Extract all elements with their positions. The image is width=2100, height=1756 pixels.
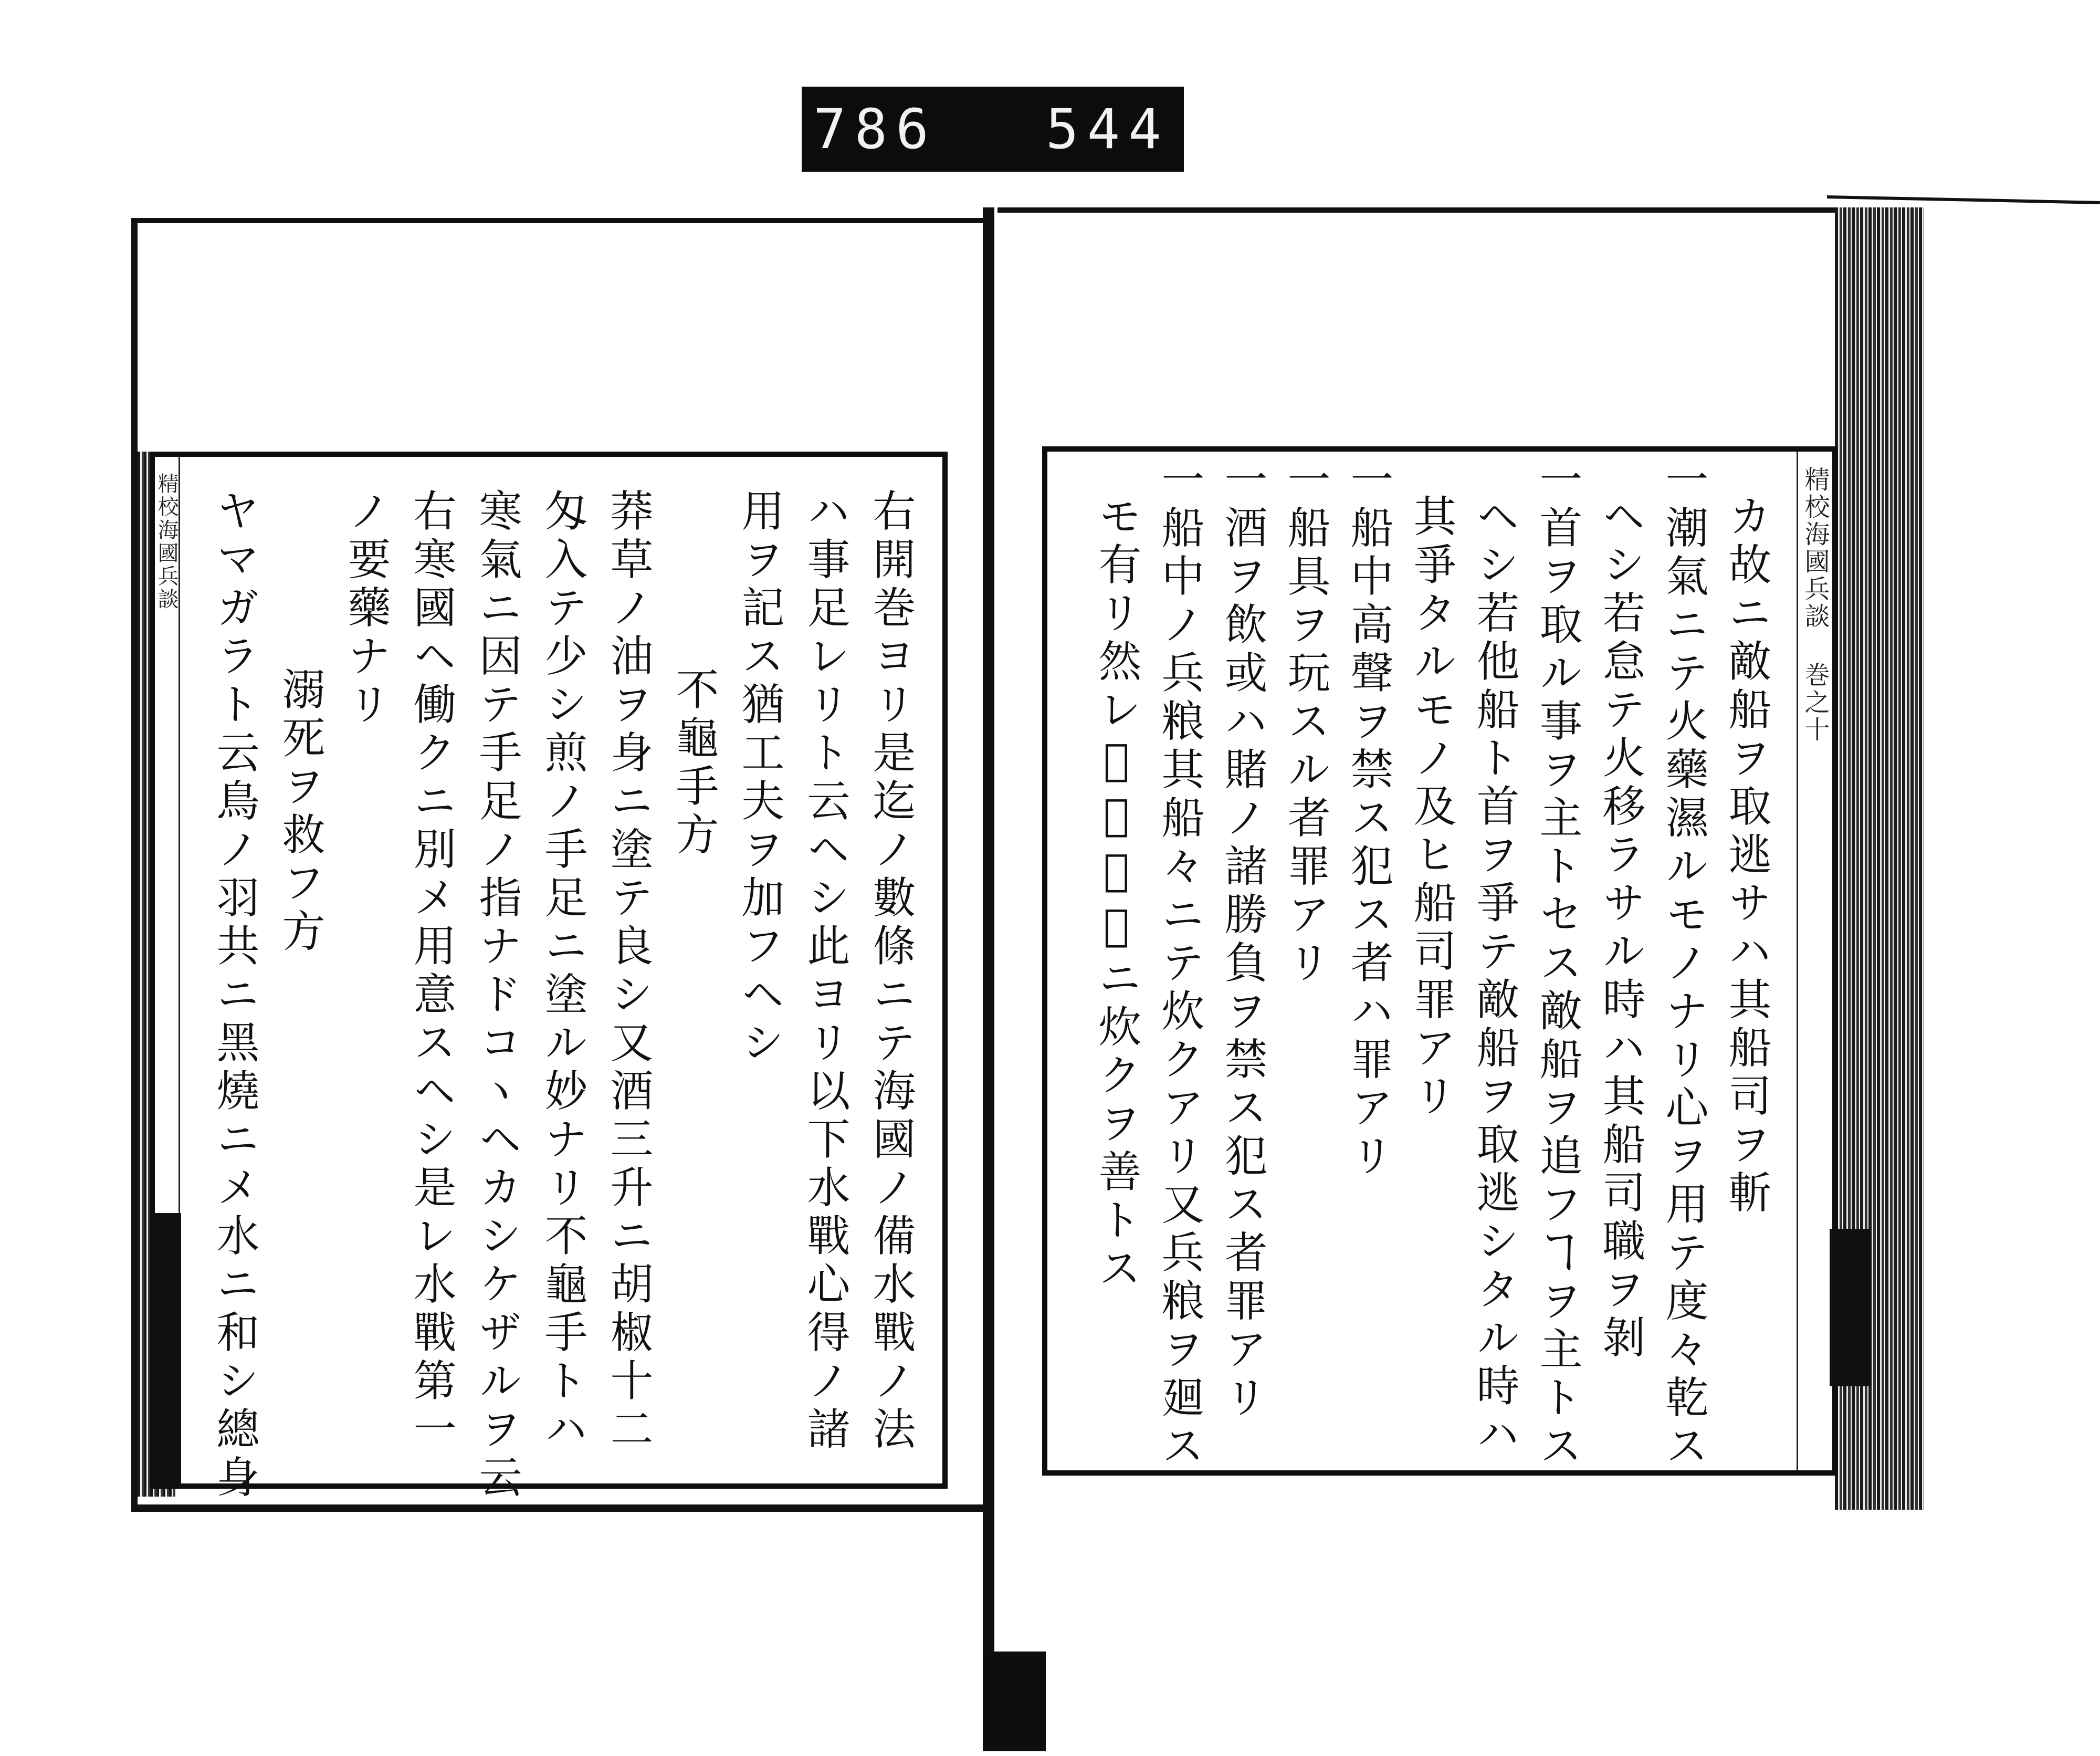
right-col-10: 一船中ノ兵粮其船々ニテ炊クアリ又兵粮ヲ廻ス <box>1154 457 1204 1471</box>
left-text-frame <box>150 452 948 1503</box>
right-col-2: 一潮氣ニテ火藥濕ルモノナリ心ヲ用テ度々乾ス <box>1658 457 1708 1471</box>
left-col-9: ノ要藥ナリ <box>341 488 391 730</box>
right-text-frame <box>1042 446 1838 1476</box>
right-col-11: モ有リ然レ𪜈一船切ニ炊クヲ善トス <box>1091 494 1141 1294</box>
left-col-6: 匁入テ少シ煎ノ手足ニ塗ル妙ナリ不龜手トハ <box>538 488 587 1455</box>
plate-number-left: 786 <box>813 97 937 161</box>
right-col-3: ヘシ若怠テ火移ラサル時ハ其船司職ヲ剝 <box>1595 494 1645 1363</box>
right-col-5: ヘシ若他船ト首ヲ爭テ敵船ヲ取逃シタル時ハ <box>1469 494 1519 1460</box>
left-col-2: ハ事足レリト云ヘシ此ヨリ以下水戰心得ノ諸 <box>800 488 850 1455</box>
right-title-strip <box>1797 452 1832 1470</box>
left-col-10: 溺死ヲ救フ方 <box>275 667 325 957</box>
left-col-3: 用ヲ記ス猶工夫ヲ加フヘシ <box>734 488 784 1068</box>
top-edge-line <box>1827 195 2100 204</box>
right-col-1: カ故ニ敵船ヲ取逃サハ其船司ヲ斬 <box>1721 494 1771 1218</box>
left-col-8: 右寒國ヘ働クニ別メ用意スヘシ是レ水戰第一 <box>406 488 456 1455</box>
right-col-9: 一酒ヲ飲或ハ賭ノ諸勝負ヲ禁ス犯ス者罪アリ <box>1217 457 1267 1423</box>
left-title-text: 精校海國兵談 <box>154 473 178 611</box>
gutter-binding <box>983 1652 1046 1751</box>
left-col-1: 右開巻ヨリ是迄ノ數條ニテ海國ノ備水戰ノ法 <box>866 488 916 1455</box>
right-col-8: 一船具ヲ玩スル者罪アリ <box>1280 457 1330 988</box>
left-strip-shadow <box>151 1213 181 1486</box>
right-col-7: 一船中高聲ヲ禁ス犯ス者ハ罪アリ <box>1343 457 1393 1182</box>
archive-number-plate <box>802 87 1184 172</box>
right-col-6: 其爭タルモノ及ヒ船司罪アリ <box>1406 494 1456 1122</box>
left-col-4: 不龜手方 <box>669 667 719 860</box>
left-col-7: 寒氣ニ因テ手足ノ指ナドコヽヘカシケザルヲ云 <box>472 488 522 1503</box>
right-edge-shadow <box>1830 1229 1872 1386</box>
plate-number-right: 544 <box>1046 97 1170 161</box>
left-col-11: ヤマガラト云鳥ノ羽共ニ黑燒ニメ水ニ和シ總身 <box>209 488 259 1503</box>
right-col-4: 一首ヲ取ル事ヲ主トセス敵船ヲ追フヿヲ主トス <box>1532 457 1582 1471</box>
book-gutter <box>983 207 994 1709</box>
right-title-text: 精校海國兵談 巻之十 <box>1800 466 1830 744</box>
left-col-5: 莽草ノ油ヲ身ニ塗テ良シ又酒三升ニ胡椒十二 <box>603 488 653 1455</box>
